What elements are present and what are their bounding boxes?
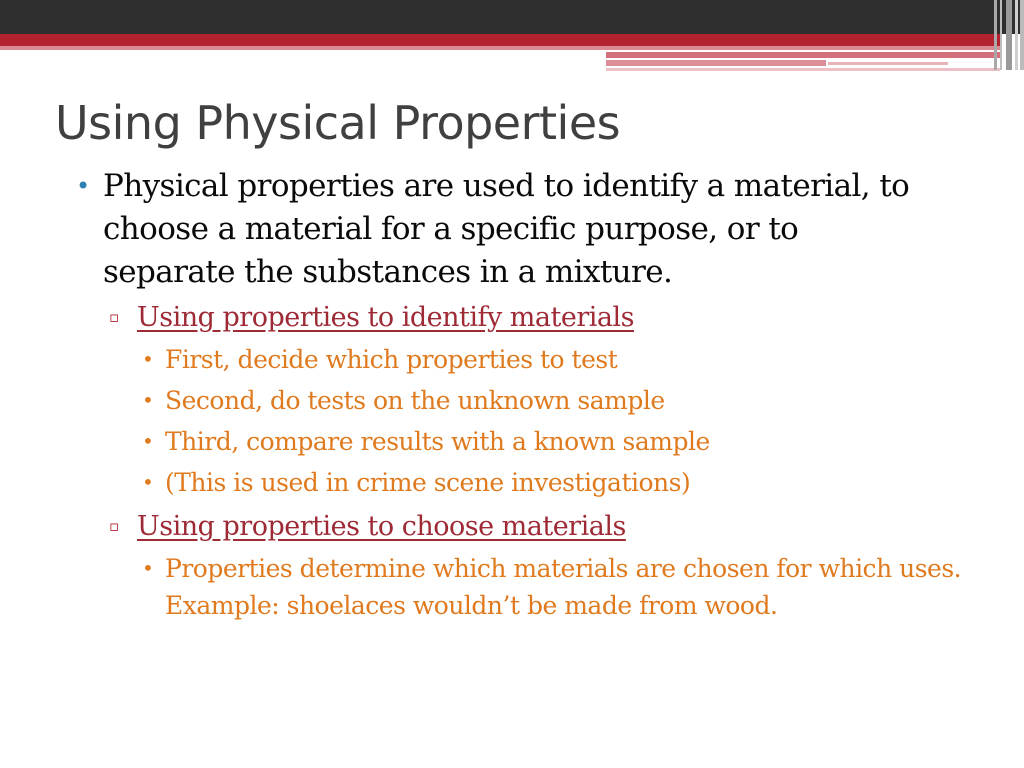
bullet-dot-icon: • xyxy=(142,556,154,580)
section-heading-text: Using properties to choose materials xyxy=(137,511,626,542)
bullet-text: Physical properties are used to identify a material, to choose a material for a specific purpose, or to separate the substances in a mixture. xyxy=(103,168,910,290)
sub-point xyxy=(142,339,965,380)
sub-point-text: Properties determine which materials are chosen for which uses. Example: shoelaces wouldn’t be made from wood. xyxy=(165,554,962,620)
hollow-square-bullet-icon: ▫ xyxy=(109,308,119,326)
slide-content xyxy=(0,165,1024,624)
sub-point-text: Third, compare results with a known sample xyxy=(165,427,710,456)
header-stripe xyxy=(1000,0,1002,70)
bullet-dot-icon: • xyxy=(142,388,154,412)
sub-point xyxy=(142,421,965,462)
header-stripe xyxy=(994,0,997,70)
header-accent-band xyxy=(0,34,1000,46)
bullet-dot-icon: • xyxy=(142,470,154,494)
sub-point-text: (This is used in crime scene investigations) xyxy=(165,468,691,497)
bullet-level1 xyxy=(76,165,933,294)
header-accent-line xyxy=(606,52,1000,58)
header-accent-line xyxy=(606,68,1000,71)
header-accent-line xyxy=(606,60,826,66)
slide-title: Using Physical Properties xyxy=(55,96,621,150)
sub-point-text: Second, do tests on the unknown sample xyxy=(165,386,665,415)
header-accent-band-light xyxy=(0,46,1000,50)
bullet-dot-icon: • xyxy=(142,347,154,371)
sub-point xyxy=(142,462,965,503)
sub-point xyxy=(142,380,965,421)
header-stripe xyxy=(1020,0,1024,70)
header-stripe xyxy=(1015,0,1018,70)
bullet-dot-icon: • xyxy=(76,172,90,200)
header-stripe xyxy=(1006,0,1012,70)
hollow-square-bullet-icon: ▫ xyxy=(109,517,119,535)
section-heading-choose xyxy=(109,505,977,548)
section-heading-text: Using properties to identify materials xyxy=(137,302,634,333)
header-accent-line xyxy=(828,62,948,65)
bullet-dot-icon: • xyxy=(142,429,154,453)
sub-point-text: First, decide which properties to test xyxy=(165,345,618,374)
header-bar xyxy=(0,0,1024,34)
section-heading-identify xyxy=(109,296,977,339)
sub-point xyxy=(142,550,965,624)
